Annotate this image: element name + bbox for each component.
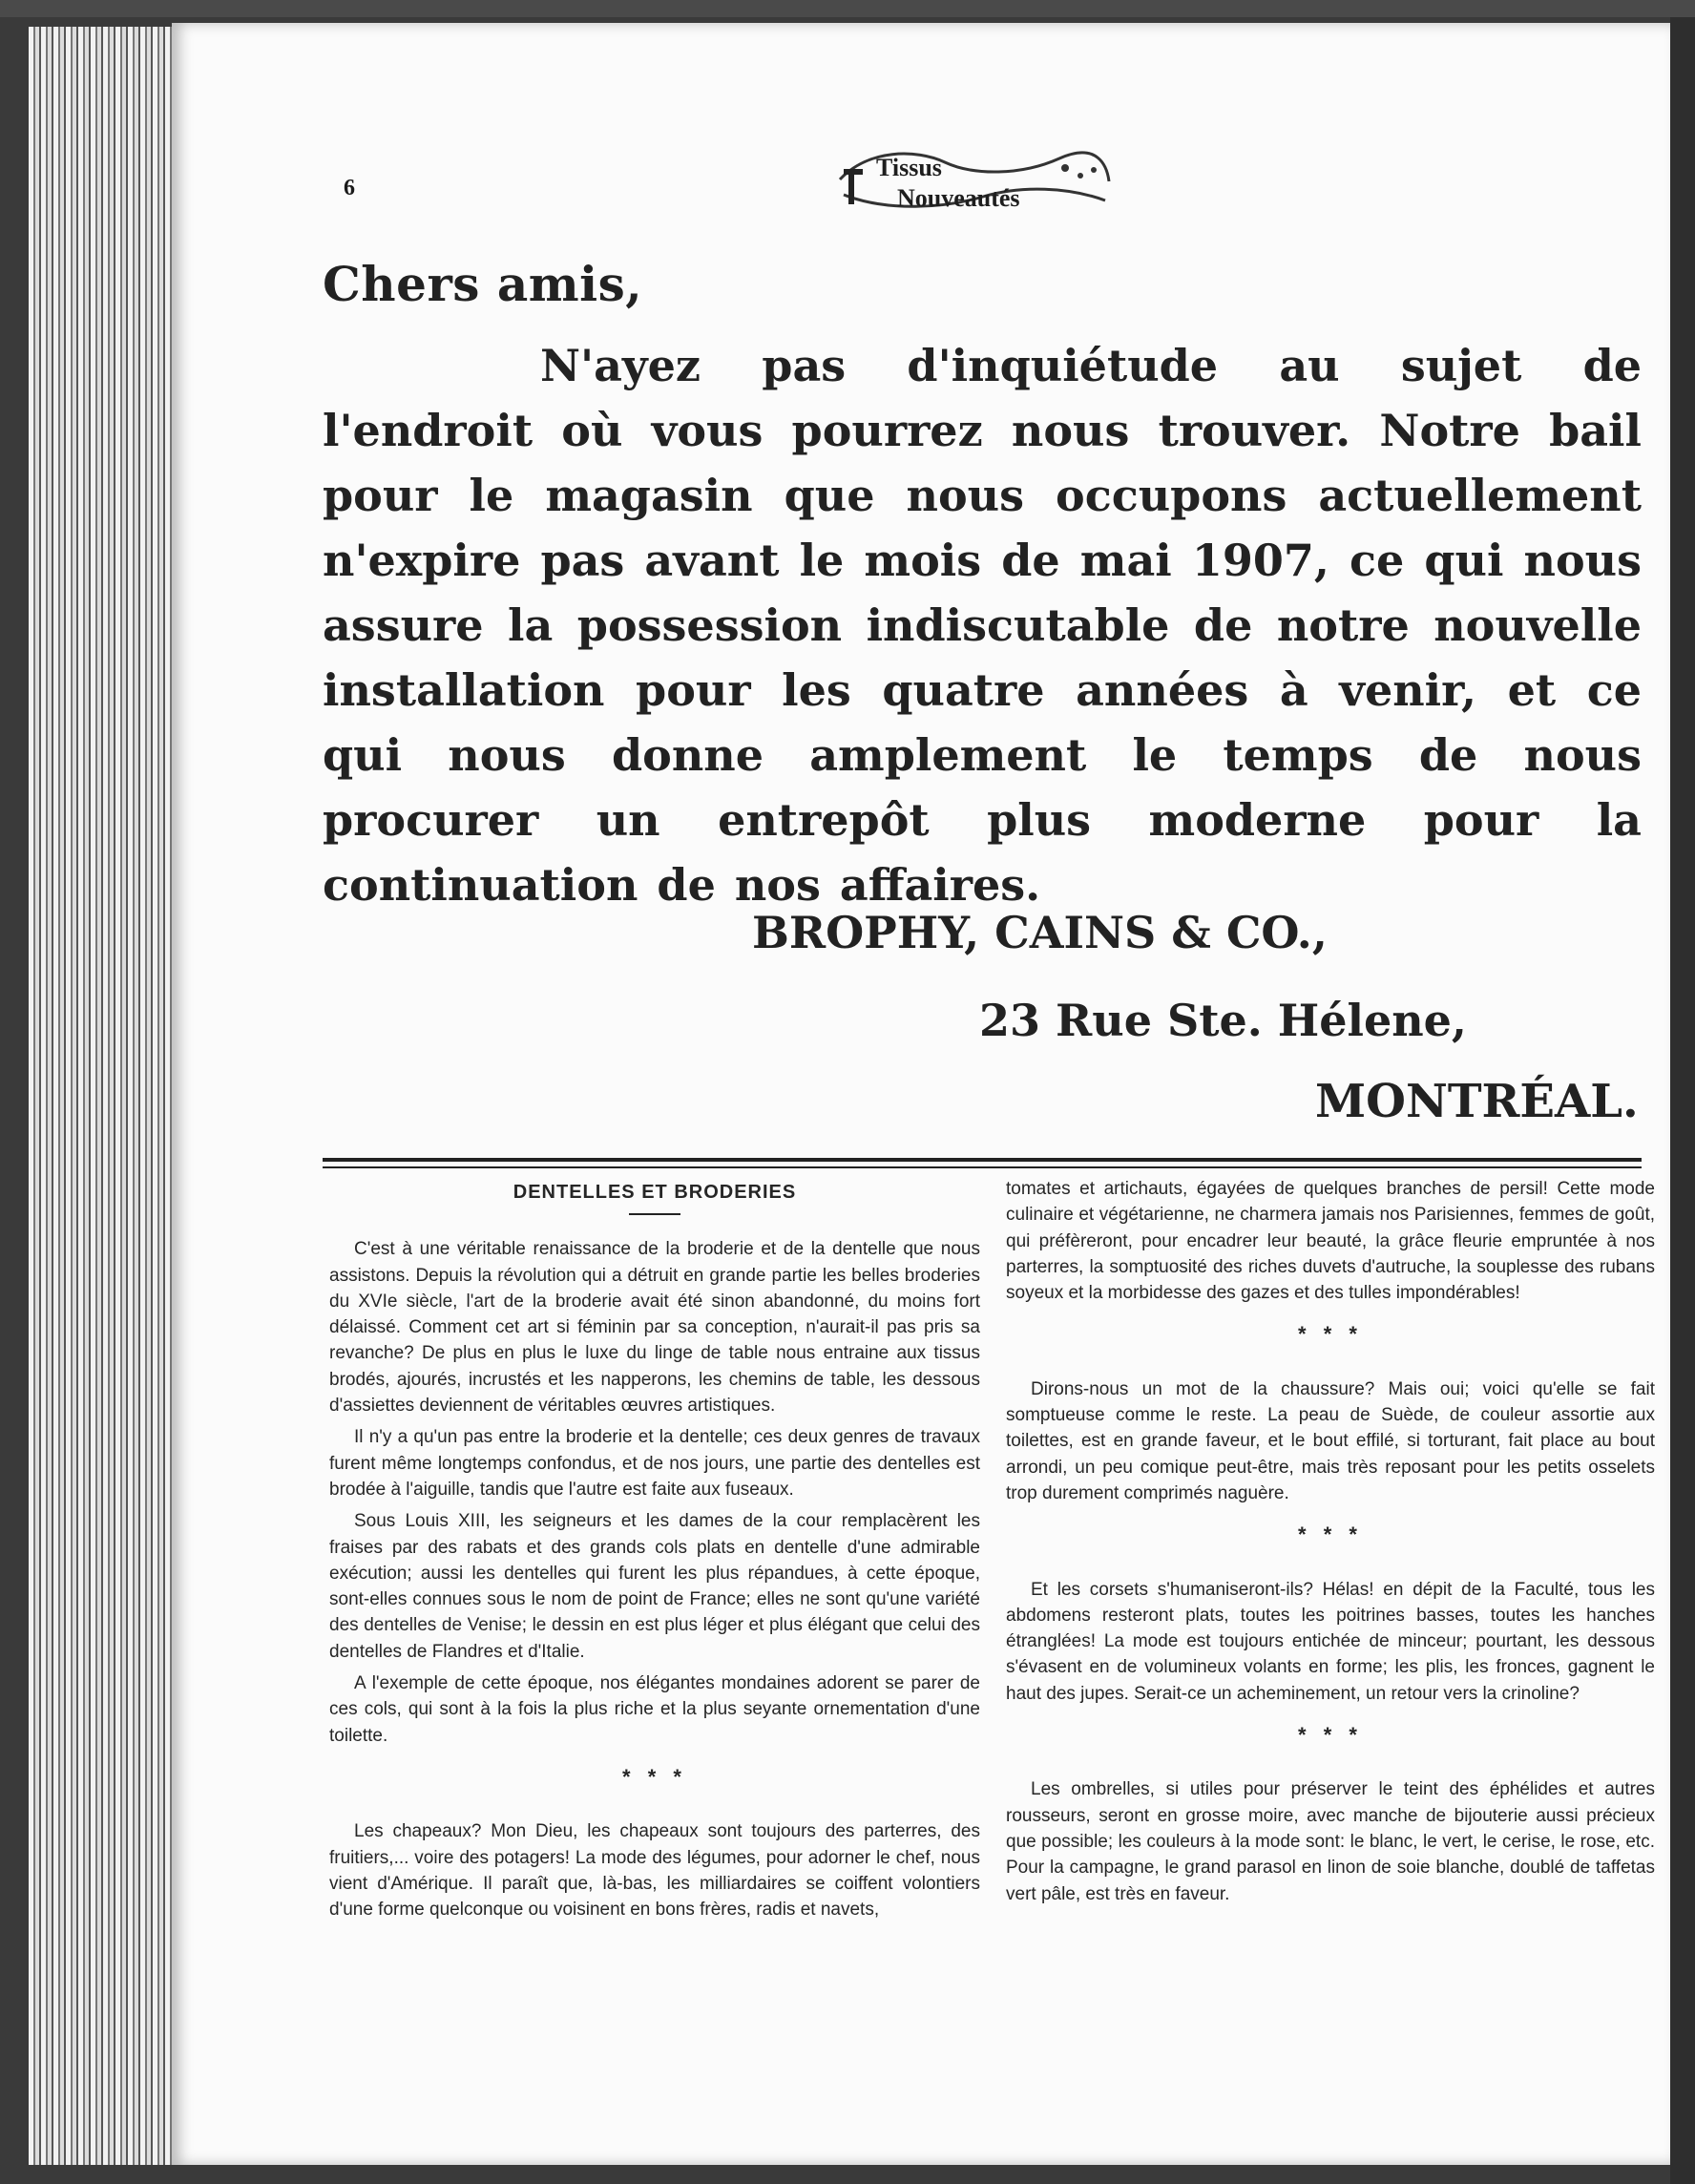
article-title: DENTELLES ET BRODERIES — [513, 1182, 797, 1203]
signature-city: MONTRÉAL. — [1315, 1075, 1639, 1128]
article-paragraph: Dirons-nous un mot de la chaussure? Mais oui; voici qu'elle se fait somptueuse comme le reste. La peau de Suède, de couleur assortie aux toilettes, est en grande faveur, et le bout effilé, si torturant, fait place au bout arrondi, un peu comique peut-être, mais très reposant pour les petits osselets trop durement comprimés naguère. — [1006, 1378, 1655, 1503]
section-separator: * * * — [1298, 1522, 1363, 1547]
section-separator: * * * — [1298, 1723, 1363, 1748]
section-separator: * * * — [1298, 1322, 1363, 1347]
article-paragraph: Les chapeaux? Mon Dieu, les chapeaux sont toujours des parterres, des fruitiers,... voire des potagers! La mode des légumes, pour adorner le chef, nous vient d'Amérique. Il paraît que, là-bas, les milliardaires se coiffent volontiers d'une forme quelconque ou voisinent en bons frères, radis et navets, — [329, 1821, 980, 1921]
masthead-logo — [830, 141, 1117, 218]
letter-greeting: Chers amis, — [323, 256, 643, 312]
signature-company: BROPHY, CAINS & CO., — [752, 907, 1328, 958]
title-underline — [629, 1213, 680, 1215]
scanner-top-edge — [0, 0, 1695, 17]
article-paragraph: C'est à une véritable renaissance de la broderie et de la dentelle que nous assistons. Depuis la révolution qui a détruit en grande partie les belles broderies du XVIe siècle, l'art de la broderie avait été sinon abandonné, du moins fort délaissé. Comment cet art si féminin par sa conception, n'aurait-il pas pris sa revanche? De plus en plus le luxe du linge de table nous entraine aux tissus brodés, ajourés, incrustés et les napperons, les chemins de table, les dessous d'assiettes deviennent de véritables œuvres artistiques. — [329, 1239, 980, 1417]
signature-address: 23 Rue Ste. Hélene, — [979, 995, 1467, 1046]
section-divider-thick — [323, 1158, 1642, 1162]
article-paragraph: Les ombrelles, si utiles pour préserver le teint des éphélides et autres rousseurs, seront en grosse moire, avec manche de bijouterie aussi précieux que possible; les couleurs à la mode sont: le blanc, le vert, le cerise, le rose, etc. Pour la campagne, le grand parasol en linon de soie blanche, doublé de taffetas vert pâle, est très en faveur. — [1006, 1779, 1655, 1904]
article-paragraph: Et les corsets s'humaniseront-ils? Hélas! en dépit de la Faculté, tous les abdomens resteront plats, toutes les poitrines basses, toutes les hanches étranglées! La mode est toujours entichée de minceur; pourtant, les dessous s'évasent en de volumineux volants en forme; les plis, les fronces, gagnent le haut des jupes. Serait-ce un acheminement, un retour vers la crinoline? — [1006, 1579, 1655, 1704]
section-divider-thin — [323, 1166, 1642, 1168]
article-paragraph: Il n'y a qu'un pas entre la broderie et la dentelle; ces deux genres de travaux furent même longtemps confondus, et de nos jours, une partie des dentelles est brodée à l'aiguille, tandis que l'autre est faite aux fuseaux. — [329, 1427, 980, 1500]
page-number: 6 — [344, 176, 355, 200]
section-separator: * * * — [622, 1764, 687, 1789]
article-column-left — [329, 1176, 980, 1928]
book-page-edges — [29, 27, 172, 2165]
article-paragraph: A l'exemple de cette époque, nos élégantes mondaines adorent se parer de ces cols, qui sont à la fois la plus riche et la plus seyante ornementation d'une toilette. — [329, 1673, 980, 1746]
masthead-word-2: Nouveautés — [897, 184, 1020, 212]
article-paragraph: Sous Louis XIII, les seigneurs et les dames de la cour remplacèrent les fraises par des rabats et des grands cols plats en dentelle d'une admirable exécution; aussi les dentelles qui furent les plus répandues, à cette époque, sont-elles connues sous le nom de point de France; elles ne sont qu'une variété des dentelles de Venise; le dessin en est plus léger et plus élégant que celui des dentelles de Flandres et d'Italie. — [329, 1511, 980, 1662]
scanner-right-edge — [1670, 17, 1695, 2184]
masthead-word-1: Tissus — [876, 154, 942, 181]
letter-body: N'ayez pas d'inquiétude au sujet de l'endroit où vous pourrez nous trouver. Notre bail pour le magasin que nous occupons actuellement n'expire pas avant le mois de mai 1907, ce qui nous assure la possession indiscutable de notre nouvelle installation pour les quatre années à venir, et ce qui nous donne amplement le temps de nous procurer un entrepôt plus moderne pour la continuation de nos affaires. — [323, 340, 1642, 911]
article-paragraph: tomates et artichauts, égayées de quelques branches de persil! Cette mode culinaire et végétarienne, ne charmera jamais nos Parisiennes, femmes de goût, qui préfèreront, pour encadrer leur beauté, la grâce fleurie empruntée à nos parterres, la somptuosité des riches duvets d'autruche, la souplesse des rubans soyeux et la morbidesse des gazes et des tulles impondérables! — [1006, 1179, 1655, 1304]
letter — [323, 256, 1642, 917]
article-column-right — [1006, 1176, 1655, 1913]
